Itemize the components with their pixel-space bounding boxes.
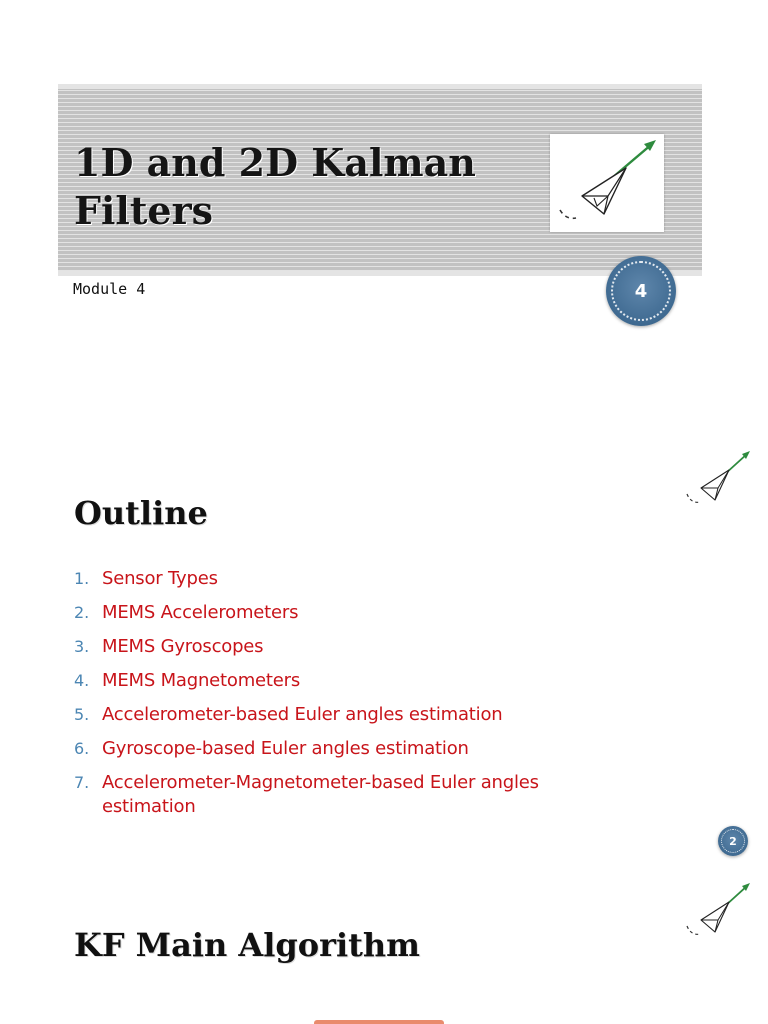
list-item-number: 6. [74,739,90,758]
page-number-badge [718,826,748,856]
list-item [74,635,634,659]
list-item-number: 3. [74,637,90,656]
title-line-1: 1D and 2D Kalman [74,140,476,185]
list-item-text: Accelerometer-based Euler angles estimation [102,704,503,725]
slide-title [74,139,544,235]
list-item-text: MEMS Accelerometers [102,602,299,623]
list-item-text: Accelerometer-Magnetometer-based Euler angles estimation [102,772,539,817]
list-item [74,737,634,761]
list-item-text: MEMS Magnetometers [102,670,301,691]
title-slide [0,0,768,400]
paper-airplane-icon [683,448,755,512]
list-item-text: Gyroscope-based Euler angles estimation [102,738,469,759]
list-item-number: 7. [74,773,90,792]
title-band [58,84,702,276]
outline-heading: Outline [74,494,208,532]
page-number-badge [606,256,676,326]
paper-airplane-icon [550,134,664,232]
list-item-number: 2. [74,603,90,622]
slide-subtitle: Module 4 [73,280,146,298]
list-item-text: Sensor Types [102,568,218,589]
paper-airplane-icon [683,880,755,944]
outline-list [74,567,634,829]
page-number: 2 [729,834,737,848]
list-item-text: MEMS Gyroscopes [102,636,264,657]
title-line-2: Filters [74,188,213,233]
list-item [74,771,634,819]
list-item-number: 5. [74,705,90,724]
kf-heading: KF Main Algorithm [74,926,421,964]
content-box-edge [314,1020,444,1024]
list-item [74,567,634,591]
list-item-number: 4. [74,671,90,690]
list-item [74,669,634,693]
list-item [74,703,634,727]
list-item [74,601,634,625]
list-item-number: 1. [74,569,90,588]
page-number: 4 [634,280,648,302]
